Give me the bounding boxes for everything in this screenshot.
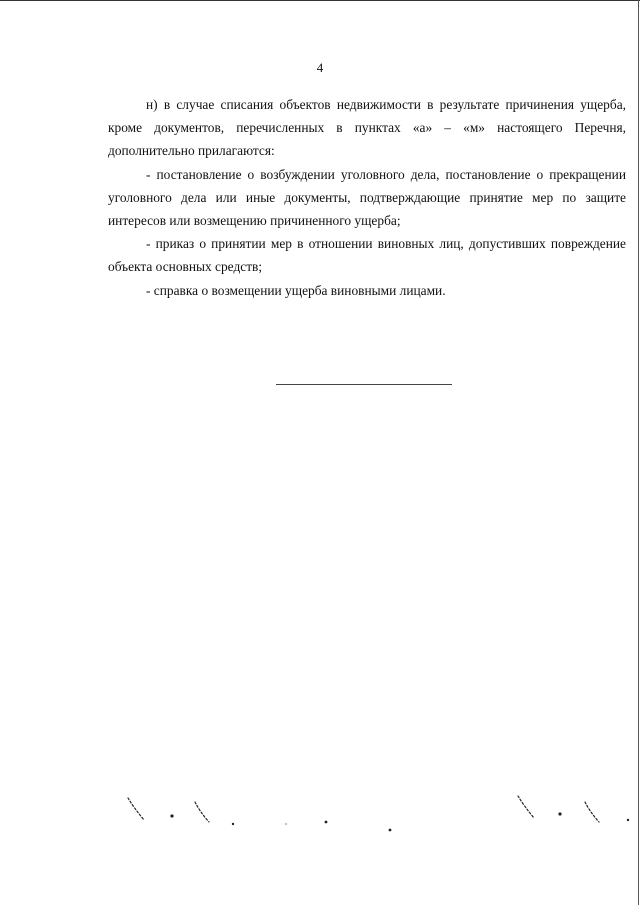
- scan-edge-top: [0, 0, 640, 1]
- paragraph-damage-certificate: - справка о возмещении ущерба виновными лицами.: [146, 282, 446, 298]
- scan-edge-right: [638, 0, 639, 905]
- document-body: [108, 93, 626, 302]
- scan-artifacts: [0, 780, 640, 850]
- page-number: 4: [316, 60, 324, 75]
- paragraph-order-measures: - приказ о принятии мер в отношении виновных лиц, допустивших повреждение объекта основных средств;: [108, 236, 626, 275]
- paragraph-item-n: н) в случае списания объектов недвижимости в результате причинения ущерба, кроме документов, перечисленных в пунктах «а» – «м» настоящего Перечня, дополнительно прилагаются:: [108, 97, 626, 159]
- separator-line: [276, 384, 452, 385]
- paragraph-criminal-case: - постановление о возбуждении уголовного дела, постановление о прекращении уголовного дела или иные документы, подтверждающие принятие мер по защите интересов или возмещению причиненного ущерба;: [108, 166, 626, 229]
